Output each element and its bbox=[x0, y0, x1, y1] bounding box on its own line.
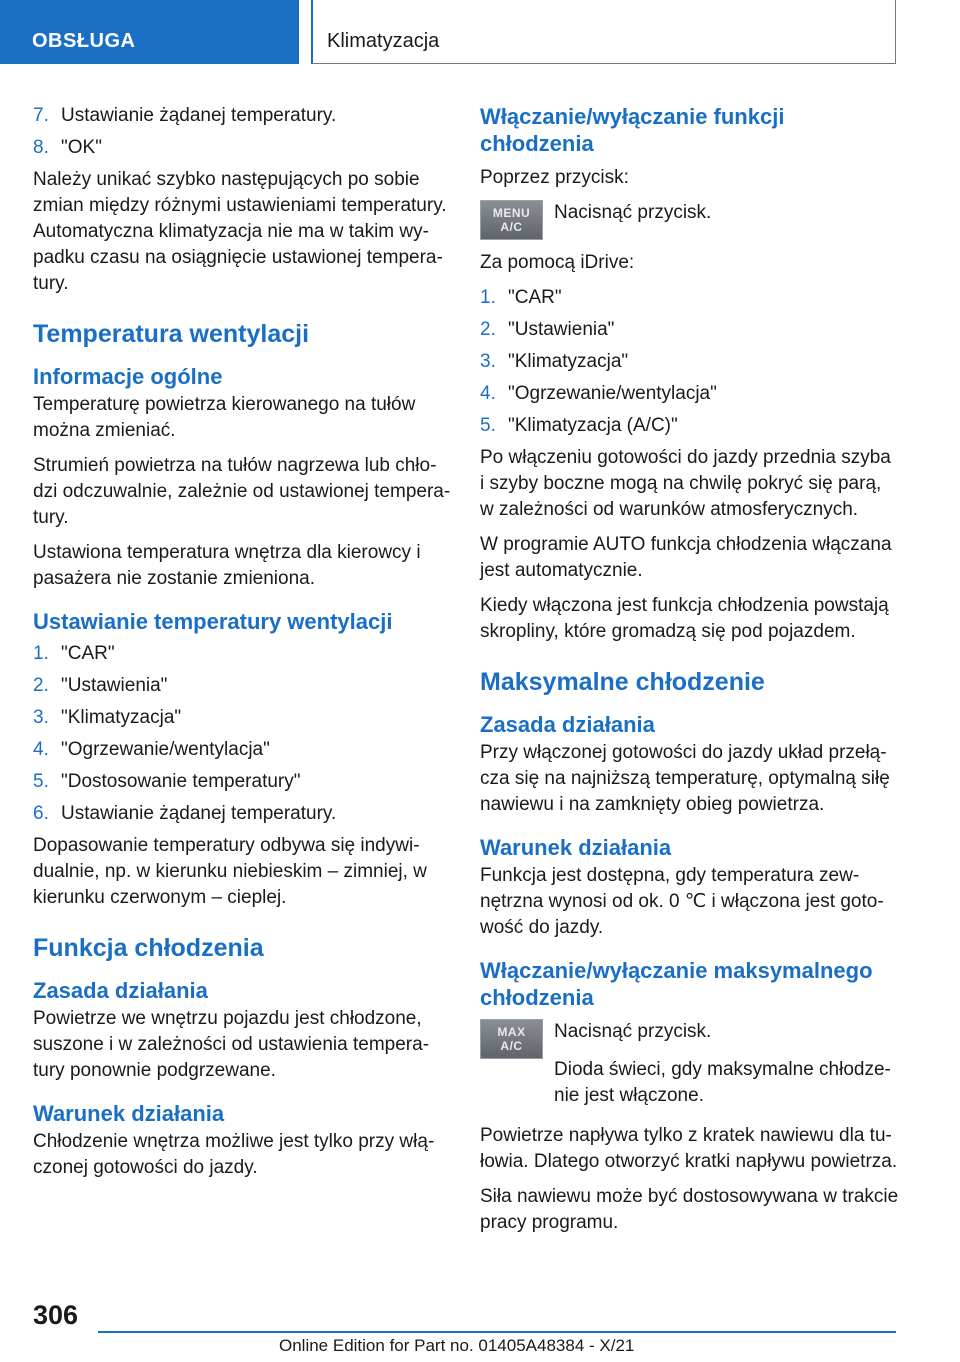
paragraph: Funkcja jest dostępna, gdy temperatura zewnętrzna wynosi od ok. 0 ℃ i włączona jest gotowość do jazdy. bbox=[480, 865, 884, 938]
steps-list-b bbox=[33, 641, 453, 827]
paragraph: Kiedy włączona jest funkcja chłodzenia powstają skropliny, które gromadzą się pod pojazdem. bbox=[480, 595, 889, 642]
paragraph: Należy unikać szybko następujących po sobie zmian między różnymi ustawieniami temperatury. Automatyczna klimatyzacja nie ma w takim wypadku czasu na osiągnięcie ustawionej temperatury. bbox=[33, 169, 447, 294]
max-ac-button-icon: MAX A/C bbox=[480, 1019, 543, 1059]
menu-ac-button-icon: MENU A/C bbox=[480, 200, 543, 240]
list-text: "Klimatyzacja" bbox=[508, 351, 629, 372]
list-item bbox=[33, 737, 453, 763]
list-number: 5. bbox=[33, 771, 49, 792]
heading-max-cooling-on-off: Włączanie/wyłączanie maksymalnego chłodzenia bbox=[480, 958, 873, 1010]
paragraph: Przy włączonej gotowości do jazdy układ przełącza się na najniższą temperaturę, optymalną siłę nawiewu i na zamknięty obieg powietrza. bbox=[480, 742, 890, 815]
list-item bbox=[480, 413, 900, 439]
paragraph: Strumień powietrza na tułów nagrzewa lub chłodzi odczuwalnie, zależnie od ustawionej temperatury. bbox=[33, 455, 451, 528]
list-number: 2. bbox=[480, 319, 496, 340]
section-tab: OBSŁUGA bbox=[0, 0, 299, 64]
paragraph: Powietrze napływa tylko z kratek nawiewu dla tułowia. Dlatego otworzyć kratki napływu powietrza. bbox=[480, 1125, 898, 1172]
list-number: 3. bbox=[33, 707, 49, 728]
heading-cooling-function: Funkcja chłodzenia bbox=[33, 934, 264, 962]
list-text: "OK" bbox=[61, 137, 102, 158]
list-text: "CAR" bbox=[61, 643, 115, 664]
list-number: 8. bbox=[33, 137, 49, 158]
heading-condition: Warunek działania bbox=[480, 835, 672, 860]
left-column bbox=[33, 103, 453, 1190]
max-ac-button-row bbox=[480, 1019, 900, 1059]
list-item bbox=[480, 349, 900, 375]
list-item bbox=[33, 103, 453, 129]
paragraph: Za pomocą iDrive: bbox=[480, 252, 635, 273]
list-number: 2. bbox=[33, 675, 49, 696]
list-item bbox=[33, 705, 453, 731]
list-text: Ustawianie żądanej temperatury. bbox=[61, 105, 337, 126]
list-text: "Ogrzewanie/wentylacja" bbox=[508, 383, 717, 404]
list-text: "Klimatyzacja" bbox=[61, 707, 182, 728]
list-text: "CAR" bbox=[508, 287, 562, 308]
right-column bbox=[480, 103, 900, 1245]
list-text: Ustawianie żądanej temperatury. bbox=[61, 803, 337, 824]
chapter-title: Klimatyzacja bbox=[311, 0, 896, 64]
list-number: 1. bbox=[33, 643, 49, 664]
list-item bbox=[480, 317, 900, 343]
heading-max-cooling: Maksymalne chłodzenie bbox=[480, 668, 765, 696]
paragraph: Po włączeniu gotowości do jazdy przednia szyba i szyby boczne mogą na chwilę pokryć się parą, w zależności od warunków atmosferycznych. bbox=[480, 447, 891, 520]
paragraph: Temperaturę powietrza kierowanego na tułów można zmieniać. bbox=[33, 394, 416, 441]
list-text: "Ogrzewanie/wentylacja" bbox=[61, 739, 270, 760]
steps-list-a bbox=[33, 103, 453, 161]
paragraph: Powietrze we wnętrzu pojazdu jest chłodzone, suszone i w zależności od ustawienia temperatury ponownie podgrzewane. bbox=[33, 1008, 430, 1081]
steps-list-c bbox=[480, 285, 900, 439]
heading-set-ventilation-temperature: Ustawianie temperatury wentylacji bbox=[33, 609, 393, 634]
paragraph: Ustawiona temperatura wnętrza dla kierowcy i pasażera nie zostanie zmieniona. bbox=[33, 542, 421, 589]
paragraph: Siła nawiewu może być dostosowywana w trakcie pracy programu. bbox=[480, 1186, 899, 1233]
list-text: "Ustawienia" bbox=[61, 675, 168, 696]
heading-condition: Warunek działania bbox=[33, 1101, 225, 1126]
heading-general-info: Informacje ogólne bbox=[33, 364, 223, 389]
list-text: "Dostosowanie temperatury" bbox=[61, 771, 301, 792]
paragraph: Dopasowanie temperatury odbywa się indywidualnie, np. w kierunku niebieskim – zimniej, w kierunku czerwonym – cieplej. bbox=[33, 835, 427, 908]
paragraph: Poprzez przycisk: bbox=[480, 167, 629, 188]
list-number: 7. bbox=[33, 105, 49, 126]
button-instruction: Nacisnąć przycisk. bbox=[554, 202, 712, 223]
list-text: "Ustawienia" bbox=[508, 319, 615, 340]
list-item bbox=[480, 285, 900, 311]
list-number: 4. bbox=[480, 383, 496, 404]
list-item bbox=[33, 769, 453, 795]
list-item bbox=[33, 135, 453, 161]
heading-principle: Zasada działania bbox=[480, 712, 655, 737]
list-number: 6. bbox=[33, 803, 49, 824]
paragraph: Dioda świeci, gdy maksymalne chłodzenie jest włączone. bbox=[554, 1059, 891, 1106]
paragraph: W programie AUTO funkcja chłodzenia włączana jest automatycznie. bbox=[480, 534, 892, 581]
footer-edition: Online Edition for Part no. 01405A48384 - X/21 bbox=[279, 1336, 635, 1355]
list-number: 3. bbox=[480, 351, 496, 372]
list-item bbox=[33, 673, 453, 699]
list-item bbox=[480, 381, 900, 407]
list-text: "Klimatyzacja (A/C)" bbox=[508, 415, 678, 436]
heading-principle: Zasada działania bbox=[33, 978, 208, 1003]
menu-ac-button-row bbox=[480, 200, 900, 240]
list-number: 4. bbox=[33, 739, 49, 760]
list-number: 5. bbox=[480, 415, 496, 436]
list-number: 1. bbox=[480, 287, 496, 308]
paragraph: Chłodzenie wnętrza możliwe jest tylko przy włączonej gotowości do jazdy. bbox=[33, 1131, 435, 1178]
heading-cooling-on-off: Włączanie/wyłączanie funkcji chłodzenia bbox=[480, 104, 785, 156]
button-instruction: Nacisnąć przycisk. bbox=[554, 1021, 712, 1042]
heading-ventilation-temperature: Temperatura wentylacji bbox=[33, 320, 310, 348]
list-item bbox=[33, 801, 453, 827]
page-number: 306 bbox=[33, 1300, 79, 1330]
footer-divider bbox=[98, 1331, 896, 1333]
list-item bbox=[33, 641, 453, 667]
